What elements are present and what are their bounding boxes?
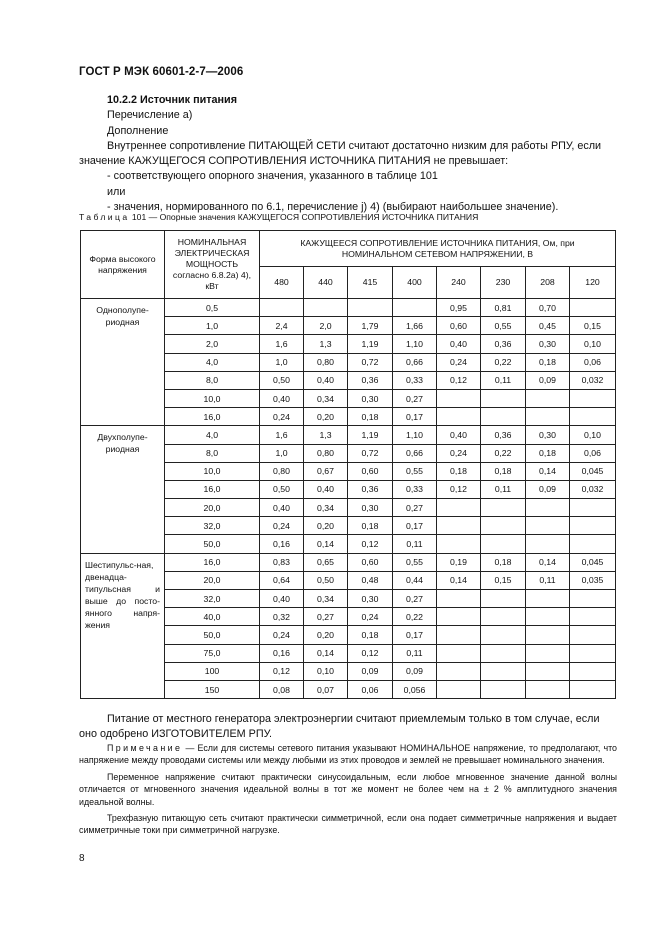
table-cell [481, 644, 526, 662]
header-voltage: 415 [348, 267, 393, 299]
table-cell: 0,11 [526, 571, 570, 589]
table-row [81, 426, 616, 444]
table-cell [481, 626, 526, 644]
header-voltage: 440 [304, 267, 348, 299]
table-cell: 0,18 [526, 353, 570, 371]
power-cell: 50,0 [165, 535, 260, 553]
table-cell: 0,33 [393, 371, 437, 389]
table-cell [481, 517, 526, 535]
table-cell [481, 608, 526, 626]
table-cell: 0,40 [260, 389, 304, 407]
table-cell [437, 644, 481, 662]
page-number: 8 [79, 853, 85, 864]
table-cell: 0,09 [526, 371, 570, 389]
form-cell: Однополупе-риодная [81, 299, 165, 426]
table-cell: 0,36 [481, 426, 526, 444]
table-cell: 0,60 [348, 553, 393, 571]
table-cell: 0,07 [304, 680, 348, 698]
note-2: Переменное напряжение считают практически синусоидальным, если любое мгновенное значение данной волны отличается от мгновенного значения идеальной волны в тот же момент не более чем на ± 2 % амплитудного значения идеальной волны. [79, 771, 617, 807]
table-cell: 0,20 [304, 517, 348, 535]
table-cell [437, 499, 481, 517]
power-cell: 10,0 [165, 462, 260, 480]
power-cell: 16,0 [165, 408, 260, 426]
table-cell [304, 299, 348, 317]
table-cell: 0,32 [260, 608, 304, 626]
impedance-table [80, 230, 616, 699]
table-cell: 0,50 [260, 480, 304, 498]
power-cell: 40,0 [165, 608, 260, 626]
table-cell: 0,70 [526, 299, 570, 317]
table-cell: 0,20 [304, 408, 348, 426]
table-cell: 1,3 [304, 426, 348, 444]
table-cell: 0,30 [526, 426, 570, 444]
table-cell: 0,83 [260, 553, 304, 571]
table-cell: 0,40 [260, 590, 304, 608]
table-cell [526, 389, 570, 407]
table-cell: 0,10 [570, 335, 616, 353]
table-cell: 1,19 [348, 426, 393, 444]
table-cell: 0,34 [304, 590, 348, 608]
list-conjunction: или [107, 185, 126, 198]
table-cell [526, 626, 570, 644]
table-cell: 0,22 [393, 608, 437, 626]
table-cell [481, 499, 526, 517]
table-cell [481, 680, 526, 698]
power-cell: 16,0 [165, 553, 260, 571]
document-header: ГОСТ Р МЭК 60601-2-7—2006 [79, 66, 244, 78]
table-cell [570, 535, 616, 553]
power-cell: 0,5 [165, 299, 260, 317]
table-cell: 0,18 [348, 626, 393, 644]
table-cell: 0,50 [304, 571, 348, 589]
table-cell: 0,06 [348, 680, 393, 698]
power-cell: 2,0 [165, 335, 260, 353]
form-cell: Шестипульс-ная, двенадца-типульсная и выше до посто-янного напря-жения [81, 553, 165, 699]
table-cell: 0,40 [260, 499, 304, 517]
table-cell: 0,06 [570, 444, 616, 462]
table-cell: 0,72 [348, 353, 393, 371]
power-cell: 20,0 [165, 571, 260, 589]
table-cell: 0,80 [304, 353, 348, 371]
table-cell: 0,24 [260, 626, 304, 644]
section-title: 10.2.2 Источник питания [107, 94, 237, 106]
table-cell [570, 644, 616, 662]
table-cell: 0,14 [437, 571, 481, 589]
table-cell [437, 408, 481, 426]
table-cell [570, 517, 616, 535]
header-voltage: 208 [526, 267, 570, 299]
table-cell: 1,66 [393, 317, 437, 335]
table-cell: 0,09 [393, 662, 437, 680]
table-cell [570, 408, 616, 426]
table-cell: 0,14 [304, 535, 348, 553]
notes-block [79, 742, 617, 841]
table-cell: 0,15 [570, 317, 616, 335]
generator-text: Питание от местного генератора электроэнергии считают приемлемым только в том случае, если оно одобрено ИЗГОТОВИТЕЛЕМ РПУ. [79, 713, 600, 741]
table-cell: 0,60 [348, 462, 393, 480]
table-cell [526, 535, 570, 553]
table-cell: 2,4 [260, 317, 304, 335]
table-cell [437, 590, 481, 608]
table-cell: 0,12 [437, 480, 481, 498]
table-cell: 0,18 [481, 462, 526, 480]
header-voltage: 230 [481, 267, 526, 299]
table-cell: 0,11 [393, 535, 437, 553]
table-cell: 0,18 [526, 444, 570, 462]
table-cell: 0,035 [570, 571, 616, 589]
table-cell: 0,12 [260, 662, 304, 680]
table-cell: 0,65 [304, 553, 348, 571]
table-cell: 0,12 [437, 371, 481, 389]
power-cell: 75,0 [165, 644, 260, 662]
table-cell [437, 626, 481, 644]
table-cell: 0,27 [304, 608, 348, 626]
table-cell [570, 608, 616, 626]
table-cell: 0,30 [348, 590, 393, 608]
table-cell [481, 590, 526, 608]
table-cell [437, 680, 481, 698]
table-cell: 0,045 [570, 553, 616, 571]
section-10-2-2 [79, 93, 619, 215]
table-cell: 1,6 [260, 426, 304, 444]
table-cell: 0,16 [260, 644, 304, 662]
table-cell: 1,6 [260, 335, 304, 353]
table-cell: 0,40 [304, 371, 348, 389]
power-cell: 32,0 [165, 590, 260, 608]
note-1 [79, 742, 617, 767]
table-cell: 0,27 [393, 389, 437, 407]
table-cell: 0,24 [260, 517, 304, 535]
table-cell: 0,17 [393, 626, 437, 644]
table-cell: 0,032 [570, 480, 616, 498]
table-cell [437, 662, 481, 680]
table-cell [526, 499, 570, 517]
table-cell [570, 626, 616, 644]
power-cell: 10,0 [165, 389, 260, 407]
table-cell: 0,09 [526, 480, 570, 498]
table-cell: 0,17 [393, 408, 437, 426]
table-cell: 0,27 [393, 590, 437, 608]
table-cell: 0,06 [570, 353, 616, 371]
table-cell: 0,34 [304, 389, 348, 407]
table-cell: 0,20 [304, 626, 348, 644]
table-cell: 0,24 [437, 353, 481, 371]
table-cell: 1,3 [304, 335, 348, 353]
table-cell: 0,40 [437, 426, 481, 444]
table-cell [481, 408, 526, 426]
table-cell: 0,12 [348, 535, 393, 553]
table-cell: 2,0 [304, 317, 348, 335]
table-cell: 0,33 [393, 480, 437, 498]
table-cell: 1,10 [393, 335, 437, 353]
table-cell: 0,16 [260, 535, 304, 553]
power-cell: 4,0 [165, 426, 260, 444]
table-cell [526, 517, 570, 535]
list-item: - соответствующего опорного значения, указанного в таблице 101 [107, 170, 438, 183]
table-cell [526, 644, 570, 662]
table-cell: 0,34 [304, 499, 348, 517]
table-cell [526, 662, 570, 680]
table-cell: 0,14 [526, 553, 570, 571]
table-cell [437, 517, 481, 535]
table-cell: 0,14 [304, 644, 348, 662]
table-cell: 0,44 [393, 571, 437, 589]
table-cell [437, 608, 481, 626]
table-cell: 0,045 [570, 462, 616, 480]
power-cell: 8,0 [165, 444, 260, 462]
table-cell: 0,30 [526, 335, 570, 353]
table-cell: 1,10 [393, 426, 437, 444]
table-cell: 0,80 [304, 444, 348, 462]
table-cell: 0,67 [304, 462, 348, 480]
table-cell: 0,55 [393, 553, 437, 571]
table-cell [481, 389, 526, 407]
table-caption [79, 212, 478, 222]
power-cell: 100 [165, 662, 260, 680]
table-cell: 0,11 [393, 644, 437, 662]
header-form: Форма высокого напряжения [81, 231, 165, 299]
table-cell: 0,08 [260, 680, 304, 698]
generator-paragraph [79, 712, 617, 743]
table-cell: 0,17 [393, 517, 437, 535]
table-cell: 0,80 [260, 462, 304, 480]
table-cell: 0,18 [437, 462, 481, 480]
table-cell: 1,79 [348, 317, 393, 335]
table-cell [393, 299, 437, 317]
header-voltage: 400 [393, 267, 437, 299]
section-paragraph: Внутреннее сопротивление ПИТАЮЩЕЙ СЕТИ считают достаточно низким для работы РПУ, если значение КАЖУЩЕГОСЯ СОПРОТИВЛЕНИЯ ИСТОЧНИКА ПИТАНИЯ не превышает: [79, 139, 602, 168]
power-cell: 32,0 [165, 517, 260, 535]
table-caption-label: Таблица [79, 212, 130, 222]
table-cell [570, 680, 616, 698]
power-cell: 8,0 [165, 371, 260, 389]
table-cell [570, 389, 616, 407]
table-cell: 0,95 [437, 299, 481, 317]
power-cell: 150 [165, 680, 260, 698]
table-cell: 0,55 [481, 317, 526, 335]
table-cell: 0,72 [348, 444, 393, 462]
table-cell [570, 662, 616, 680]
section-line: Дополнение [107, 124, 169, 137]
table-cell: 0,81 [481, 299, 526, 317]
table-cell [526, 608, 570, 626]
table-row [81, 553, 616, 571]
note-3: Трехфазную питающую сеть считают практически симметричной, если она подает симметричные напряжения и выдает симметричные токи при симметричной нагрузке. [79, 813, 617, 836]
table-cell: 0,50 [260, 371, 304, 389]
note-label: Примечание [107, 743, 183, 753]
table-cell [570, 299, 616, 317]
table-cell: 0,24 [348, 608, 393, 626]
table-cell [348, 299, 393, 317]
header-voltage: 240 [437, 267, 481, 299]
table-cell: 0,14 [526, 462, 570, 480]
table-cell: 1,0 [260, 444, 304, 462]
table-cell: 0,09 [348, 662, 393, 680]
table-cell [570, 590, 616, 608]
table-cell: 0,64 [260, 571, 304, 589]
table-cell [481, 662, 526, 680]
table-cell: 0,48 [348, 571, 393, 589]
table-cell: 0,30 [348, 499, 393, 517]
table-cell: 0,55 [393, 462, 437, 480]
table-cell: 0,056 [393, 680, 437, 698]
power-cell: 50,0 [165, 626, 260, 644]
table-cell: 0,12 [348, 644, 393, 662]
table-cell: 0,40 [437, 335, 481, 353]
table-cell: 0,18 [348, 517, 393, 535]
table-cell [437, 389, 481, 407]
table-cell [260, 299, 304, 317]
table-cell: 0,40 [304, 480, 348, 498]
table-cell: 0,18 [481, 553, 526, 571]
header-resistance: КАЖУЩЕЕСЯ СОПРОТИВЛЕНИЕ ИСТОЧНИКА ПИТАНИЯ, Ом, при НОМИНАЛЬНОМ СЕТЕВОМ НАПРЯЖЕНИИ, В [260, 231, 616, 267]
table-cell [526, 680, 570, 698]
table-cell [437, 535, 481, 553]
table-cell: 0,66 [393, 353, 437, 371]
table-cell: 0,30 [348, 389, 393, 407]
table-cell: 0,36 [481, 335, 526, 353]
table-cell: 0,36 [348, 371, 393, 389]
table-cell [481, 535, 526, 553]
table-cell: 0,60 [437, 317, 481, 335]
table-cell: 0,15 [481, 571, 526, 589]
form-cell: Двухполупе-риодная [81, 426, 165, 553]
table-cell: 0,45 [526, 317, 570, 335]
table-cell: 0,36 [348, 480, 393, 498]
table-cell [526, 408, 570, 426]
header-voltage: 480 [260, 267, 304, 299]
table-cell [570, 499, 616, 517]
table-cell: 0,10 [304, 662, 348, 680]
table-cell: 0,10 [570, 426, 616, 444]
table-cell: 1,0 [260, 353, 304, 371]
note-1-text: — Если для системы сетевого питания указывают НОМИНАЛЬНОЕ напряжение, то предполагают, что напряжение между проводами системы или между любыми из этих проводов и землей не превышает номинального значения. [79, 743, 617, 766]
power-cell: 20,0 [165, 499, 260, 517]
table-cell: 0,22 [481, 353, 526, 371]
table-row [81, 299, 616, 317]
table-cell: 0,24 [260, 408, 304, 426]
table-cell: 0,11 [481, 480, 526, 498]
section-line: Перечисление а) [107, 109, 193, 122]
table-cell: 0,24 [437, 444, 481, 462]
table-caption-text: 101 — Опорные значения КАЖУЩЕГОСЯ СОПРОТИВЛЕНИЯ ИСТОЧНИКА ПИТАНИЯ [129, 212, 479, 222]
table-cell: 0,66 [393, 444, 437, 462]
table-cell: 0,11 [481, 371, 526, 389]
table-cell: 0,22 [481, 444, 526, 462]
table-cell: 0,27 [393, 499, 437, 517]
table-cell: 0,19 [437, 553, 481, 571]
table-cell: 0,032 [570, 371, 616, 389]
table-cell [526, 590, 570, 608]
power-cell: 1,0 [165, 317, 260, 335]
list-item: - значения, нормированного по 6.1, перечисление j) 4) (выбирают наибольшее значение). [107, 201, 559, 214]
power-cell: 4,0 [165, 353, 260, 371]
power-cell: 16,0 [165, 480, 260, 498]
header-power: НОМИНАЛЬНАЯ ЭЛЕКТРИЧЕСКАЯ МОЩНОСТЬ согласно 6.8.2а) 4), кВт [165, 231, 260, 299]
table-cell: 1,19 [348, 335, 393, 353]
header-voltage: 120 [570, 267, 616, 299]
table-cell: 0,18 [348, 408, 393, 426]
